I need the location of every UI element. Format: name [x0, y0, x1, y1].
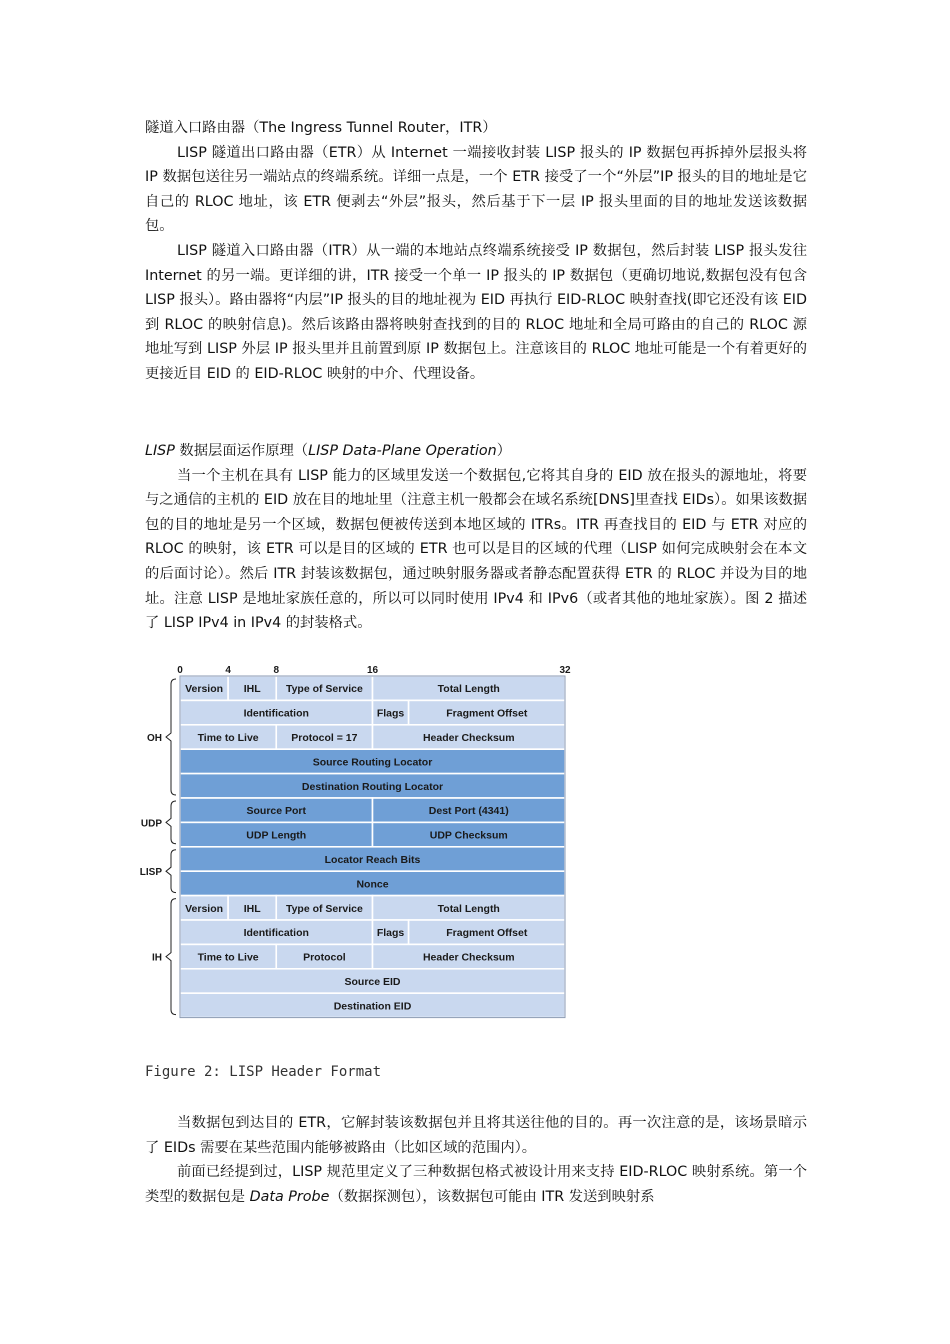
bit-label: 0 [177, 665, 183, 676]
probe-paragraph [145, 1160, 807, 1209]
decap-paragraph: 当数据包到达目的 ETR，它解封装该数据包并且将其送往他的目的。再一次注意的是，该场景暗示了 EIDs 需要在某些范围内能够被路由（比如区域的范围内）。 [145, 1115, 807, 1156]
header-field-label: UDP Checksum [429, 829, 508, 842]
header-field-label: IHL [243, 683, 261, 696]
bit-label: 32 [559, 665, 571, 676]
header-field-label: Protocol [303, 951, 346, 964]
itr-heading: 隧道入口路由器（The Ingress Tunnel Router，ITR） [145, 120, 497, 136]
header-field-label: Version [185, 683, 224, 696]
header-field-label: Fragment Offset [446, 927, 528, 940]
header-field-label: Flags [376, 707, 405, 720]
header-field-label: Time to Live [197, 951, 259, 964]
bit-label: 8 [273, 665, 280, 676]
header-field-label: Version [185, 902, 224, 915]
group-brace [166, 801, 176, 844]
group-label: UDP [140, 818, 162, 830]
heading-middle-text: 数据层面运作原理（ [174, 443, 309, 459]
header-field-label: Source Routing Locator [312, 756, 433, 769]
group-label: LISP [140, 867, 162, 879]
header-field-label: Destination Routing Locator [301, 780, 444, 793]
group-label: IH [152, 952, 162, 964]
probe-term-italic: Data Probe [249, 1188, 330, 1205]
lisp-header-diagram [140, 660, 580, 1020]
header-field-label: Total Length [437, 683, 500, 696]
data-plane-section [145, 439, 807, 636]
header-field-label: UDP Length [246, 829, 307, 842]
data-plane-paragraph: 当一个主机在具有 LISP 能力的区域里发送一个数据包,它将其自身的 EID 放在报头的源地址，将要与之通信的主机的 EID 放在目的地址里（注意主机一般都会在域名系统[DNS]里查找 EIDs）。如果该数据包的目的地址是另一个区域，数据包便被传送到本地区域的 ITRs。ITR 再查找目的 EID 与 ETR 对应的 RLOC 的映射，该 ETR 可以是目的区域的 ETR 也可以是目的区域的代理（LISP 如何完成映射会在本文的后面讨论）。然后 ITR 封装该数据包，通过映射服务器或者静态配置获得 ETR 的 RLOC 并设为目的地址。注意 LISP 是地址家族任意的，所以可以同时使用 IPv4 和 IPv6（或者其他的地址家族）。图 2 描述了 LISP IPv4 in IPv4 的封装格式。 [145, 467, 807, 632]
etr-paragraph: LISP 隧道出口路由器（ETR）从 Internet 一端接收封装 LISP 报头的 IP 数据包再拆掉外层报头将 IP 数据包送往另一端站点的终端系统。详细一点是，一个 ETR 接受了一个“外层”IP 报头的目的地址是它自己的 RLOC 地址，该 ETR 便剥去“外层”报头，然后基于下一层 IP 报头里面的目的地址发送该数据包。 [145, 144, 807, 235]
probe-text-b: （数据探测包），该数据包可能由 ITR 发送到映射系 [329, 1188, 655, 1205]
figure-caption: Figure 2: LISP Header Format [145, 1064, 382, 1080]
header-field-label: Flags [376, 927, 405, 940]
heading-end-text: ） [496, 443, 512, 459]
group-brace [166, 850, 176, 893]
header-field-label: Type of Service [285, 683, 363, 696]
data-plane-heading [145, 439, 807, 464]
header-field-label: Type of Service [285, 902, 363, 915]
header-field-label: Dest Port (4341) [428, 805, 509, 818]
group-brace [166, 679, 176, 795]
header-field-label: Fragment Offset [446, 707, 528, 720]
header-field-label: Header Checksum [422, 951, 515, 964]
header-field-label: IHL [243, 902, 261, 915]
header-field-label: Header Checksum [422, 732, 515, 744]
heading-english-italic: LISP Data-Plane Operation [308, 443, 497, 459]
header-field-label: Nonce [356, 878, 389, 891]
itr-section [145, 116, 807, 387]
header-field-label: Protocol = 17 [291, 732, 358, 744]
header-field-label: Identification [243, 927, 309, 940]
probe-text-a: 前面已经提到过，LISP 规范里定义了三种数据包格式被设计用来支持 EID-RLOC 映射系统。第一个类型的数据包是 [145, 1164, 807, 1205]
bit-label: 16 [366, 665, 379, 676]
heading-lisp-italic: LISP [145, 443, 175, 459]
group-label: OH [147, 733, 162, 744]
header-field-label: Time to Live [197, 732, 259, 744]
header-field-label: Identification [243, 707, 309, 720]
header-field-label: Source EID [344, 976, 401, 988]
header-field-label: Total Length [437, 902, 500, 915]
bit-label: 4 [225, 665, 231, 676]
header-field-label: Destination EID [333, 1000, 412, 1013]
header-field-label: Source Port [246, 805, 307, 818]
group-brace [166, 899, 176, 1015]
header-field-label: Locator Reach Bits [324, 854, 421, 866]
itr-paragraph: LISP 隧道入口路由器（ITR）从一端的本地站点终端系统接受 IP 数据包，然后封装 LISP 报头发往 Internet 的另一端。更详细的讲，ITR 接受一个单一 IP 报头的 IP 数据包（更确切地说,数据包没有包含 LISP 报头）。路由器将“内层”IP 报头的目的地址视为 EID 再执行 EID-RLOC 映射查找(即它还没有该 EID 到 RLOC 的映射信息)。然后该路由器将映射查找到的目的 RLOC 地址和全局可路由的自己的 RLOC 源地址写到 LISP 外层 IP 报头里并且前置到原 IP 数据包上。注意该目的 RLOC 地址可能是一个有着更好的更接近目 EID 的 EID-RLOC 映射的中介、代理设备。 [145, 242, 807, 382]
decapsulation-section [145, 1111, 807, 1209]
